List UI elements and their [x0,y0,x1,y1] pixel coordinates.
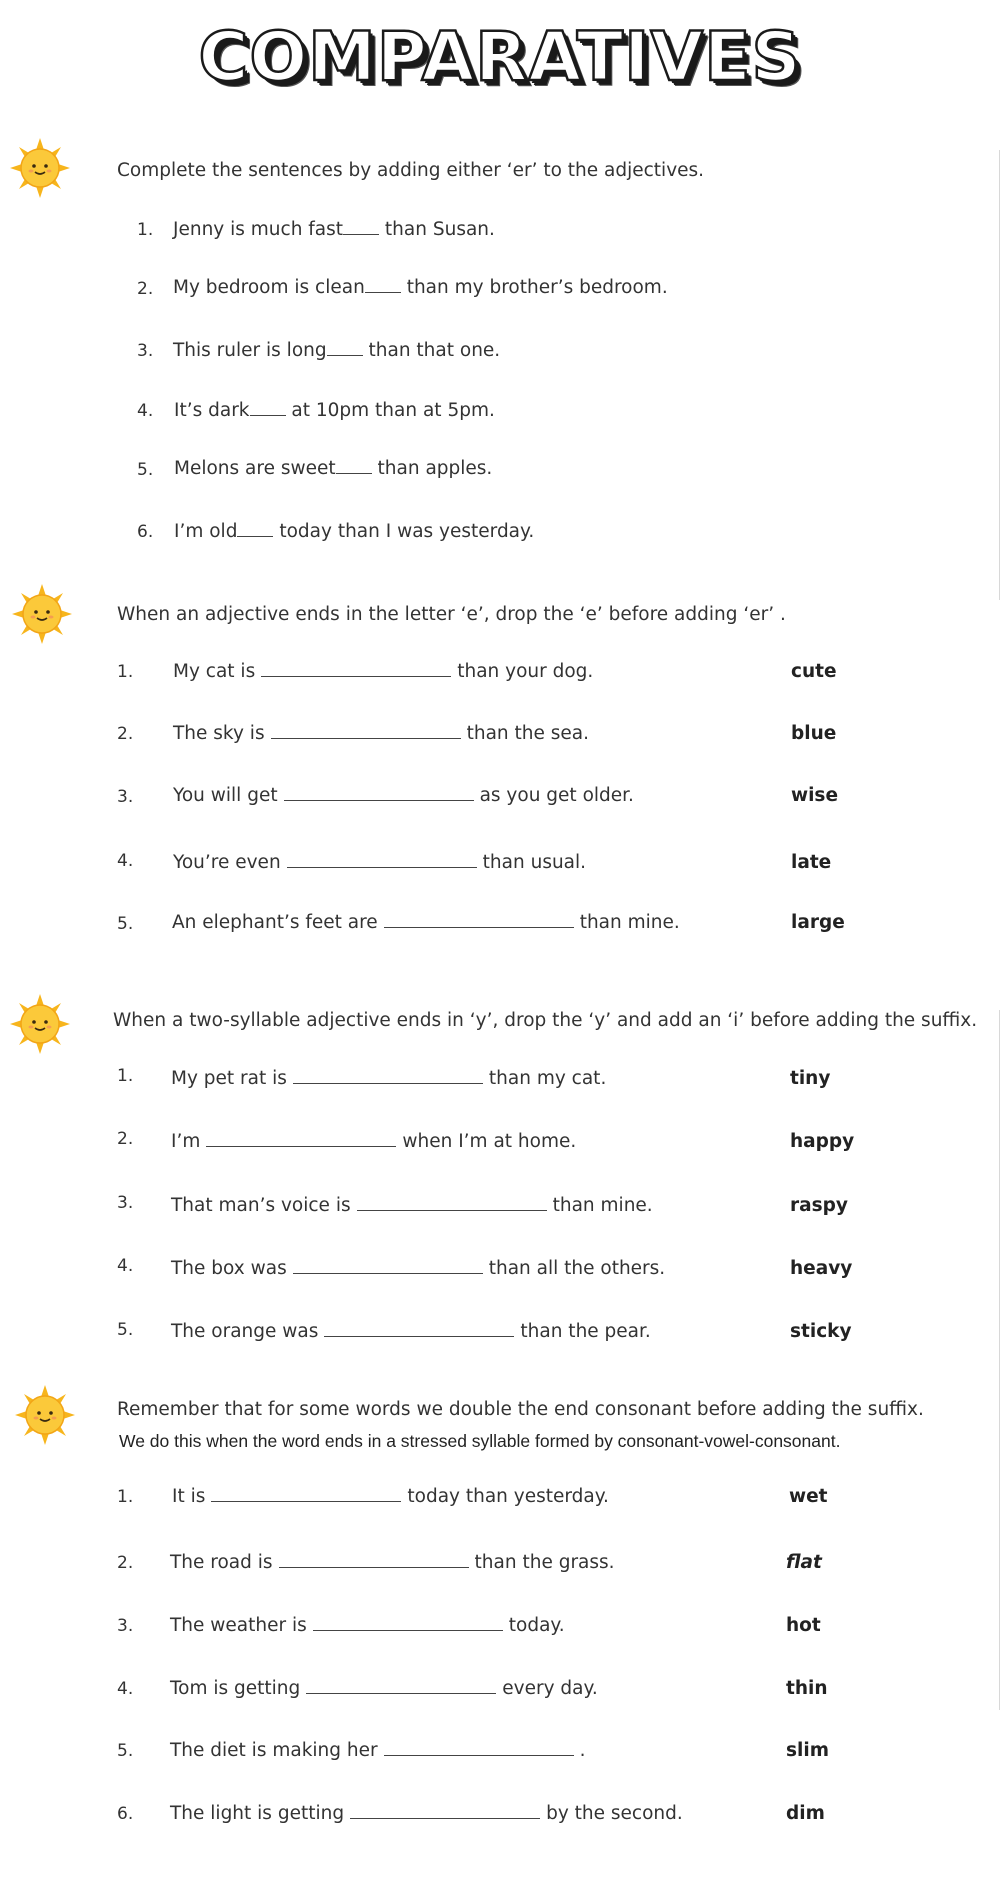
section2-item-num: 3. [117,787,134,807]
section1-item [173,277,668,298]
section4-item [170,1615,565,1636]
sentence-start: That man’s voice is [171,1195,351,1216]
section1-item [174,400,495,421]
section2-item [173,785,634,806]
sentence-end: at 10pm than at 5pm. [285,400,495,421]
adjective-hint: raspy [790,1195,848,1216]
section2-item [172,912,680,933]
section4-item-num: 6. [117,1804,134,1824]
section3-item [171,1068,606,1089]
adjective-hint: cute [791,661,837,682]
sentence-start: The box was [171,1258,287,1279]
answer-blank[interactable] [250,414,286,416]
sentence-start: The orange was [171,1321,319,1342]
adjective-hint: tiny [790,1068,831,1089]
sentence-start: Melons are sweet [174,458,336,479]
section2-item-num: 2. [117,724,134,744]
answer-blank[interactable] [206,1145,396,1147]
answer-blank[interactable] [327,354,363,356]
sentence-end: than my cat. [488,1068,607,1089]
answer-blank[interactable] [306,1692,496,1694]
sentence-end: by the second. [546,1803,683,1824]
sentence-end: than Susan. [379,219,495,240]
sentence-end: than that one. [362,340,501,361]
adjective-hint: hot [786,1615,821,1636]
section1-item [174,458,492,479]
answer-blank[interactable] [384,1754,574,1756]
sentence-end: than apples. [371,458,493,479]
sentence-end: as you get older. [479,785,634,806]
adjective-hint: large [791,912,845,933]
worksheet-title: COMPARATIVES [198,18,802,97]
section4-item [170,1740,586,1761]
sentence-start: I’m old [174,521,238,542]
adjective-hint: blue [791,723,837,744]
adjective-hint: flat [786,1552,822,1573]
sentence-end: than my brother’s bedroom. [400,277,668,298]
sentence-start: My cat is [173,661,256,682]
section3-item-num: 5. [117,1320,134,1340]
adjective-hint: happy [790,1131,855,1152]
answer-blank[interactable] [293,1272,483,1274]
section1-item-num: 4. [137,401,154,421]
answer-blank[interactable] [336,472,372,474]
section1-instruction: Complete the sentences by adding either ‘er’ to the adjectives. [117,160,705,181]
section3-item-num: 2. [117,1129,134,1149]
answer-blank[interactable] [261,675,451,677]
answer-blank[interactable] [343,233,379,235]
section4-item-num: 4. [117,1679,134,1699]
sentence-end: today than I was yesterday. [273,521,535,542]
section3-item-num: 1. [117,1066,134,1086]
section3-item [171,1195,653,1216]
sentence-start: The sky is [173,723,265,744]
answer-blank[interactable] [313,1629,503,1631]
answer-blank[interactable] [279,1566,469,1568]
sun-icon [10,138,70,198]
sentence-end: today. [508,1615,565,1636]
answer-blank[interactable] [287,866,477,868]
answer-blank[interactable] [357,1209,547,1211]
section4-item-num: 2. [117,1553,134,1573]
section3-item [171,1258,665,1279]
answer-blank[interactable] [350,1817,540,1819]
sentence-start: An elephant’s feet are [172,912,378,933]
sentence-end: when I’m at home. [402,1131,577,1152]
section4-item [170,1678,598,1699]
sentence-start: My bedroom is clean [173,277,365,298]
section1-item-num: 6. [137,522,154,542]
section1-item-num: 5. [137,460,154,480]
section3-item-num: 4. [117,1256,134,1276]
sentence-start: The weather is [170,1615,307,1636]
sentence-start: You will get [173,785,278,806]
section1-item-num: 2. [137,279,154,299]
section2-item-num: 5. [117,914,134,934]
sentence-start: This ruler is long [173,340,327,361]
sentence-end: than the sea. [466,723,589,744]
section1-item [173,219,495,240]
section4-instruction-detail: We do this when the word ends in a stressed syllable formed by consonant-vowel-consonant. [119,1431,841,1451]
answer-blank[interactable] [365,291,401,293]
section4-item [170,1552,615,1573]
section2-item-num: 1. [117,662,134,682]
sun-icon [12,584,72,644]
section1-item [174,521,534,542]
section3-item [171,1131,576,1152]
section2-item [173,852,586,873]
adjective-hint: wet [789,1486,828,1507]
sentence-start: Jenny is much fast [173,219,344,240]
answer-blank[interactable] [284,799,474,801]
section2-item [173,661,593,682]
answer-blank[interactable] [211,1500,401,1502]
section4-item-num: 5. [117,1741,134,1761]
section4-item-num: 1. [117,1487,134,1507]
sentence-start: My pet rat is [171,1068,287,1089]
answer-blank[interactable] [293,1082,483,1084]
sentence-start: It’s dark [174,400,250,421]
sentence-start: You’re even [173,852,281,873]
sentence-end: than mine. [579,912,680,933]
sun-icon [10,994,70,1054]
sentence-start: It is [172,1486,206,1507]
section2-item-num: 4. [117,851,134,871]
section1-item-num: 1. [137,220,154,240]
adjective-hint: dim [786,1803,825,1824]
sentence-start: Tom is getting [170,1678,301,1699]
sentence-end: than your dog. [457,661,594,682]
answer-blank[interactable] [237,535,273,537]
adjective-hint: slim [786,1740,829,1761]
sentence-end: every day. [502,1678,598,1699]
answer-blank[interactable] [271,737,461,739]
section4-item-num: 3. [117,1616,134,1636]
adjective-hint: late [791,852,832,873]
sentence-end: than the grass. [474,1552,615,1573]
sentence-start: I’m [171,1131,201,1152]
sentence-end: today than yesterday. [407,1486,609,1507]
adjective-hint: sticky [790,1321,852,1342]
sentence-end: than all the others. [488,1258,666,1279]
sentence-start: The diet is making her [170,1740,378,1761]
sentence-end: than mine. [552,1195,653,1216]
adjective-hint: heavy [790,1258,853,1279]
section1-item-num: 3. [137,341,154,361]
sun-icon [15,1385,75,1445]
section3-instruction: When a two-syllable adjective ends in ‘y’, drop the ‘y’ and add an ‘i’ before adding the suffix. [113,1010,978,1031]
section2-item [173,723,589,744]
section1-item [173,340,500,361]
sentence-end: than the pear. [520,1321,651,1342]
answer-blank[interactable] [324,1335,514,1337]
sentence-start: The road is [170,1552,273,1573]
section3-item-num: 3. [117,1193,134,1213]
answer-blank[interactable] [384,926,574,928]
section2-instruction: When an adjective ends in the letter ‘e’, drop the ‘e’ before adding ‘er’ . [117,604,786,625]
adjective-hint: thin [786,1678,828,1699]
section4-instruction: Remember that for some words we double the end consonant before adding the suffix. [117,1399,924,1420]
sentence-start: The light is getting [170,1803,345,1824]
adjective-hint: wise [791,785,838,806]
section4-item [170,1803,683,1824]
sentence-end: . [579,1740,586,1761]
section4-item [172,1486,609,1507]
sentence-end: than usual. [482,852,587,873]
section3-item [171,1321,651,1342]
